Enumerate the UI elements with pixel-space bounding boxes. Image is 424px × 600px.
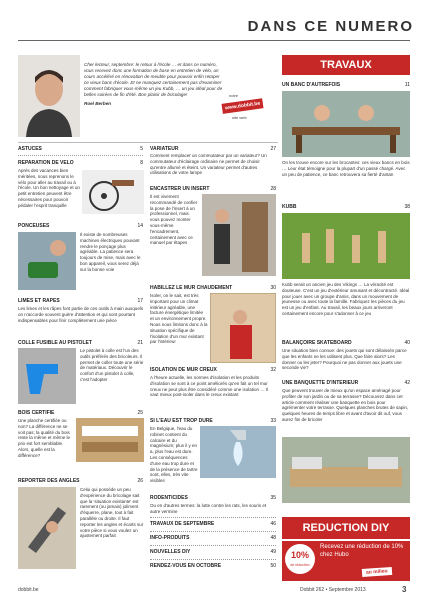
entry-travaux-sept[interactable] bbox=[150, 521, 276, 527]
entry-habillez[interactable] bbox=[150, 285, 276, 291]
entry-text: Ou en d'autres termes: la lutte contre les rats, les souris et autre vermine bbox=[150, 503, 267, 514]
entry-title: HABILLEZ LE MUR CHAUDEMENT bbox=[150, 285, 233, 291]
entry-eau[interactable] bbox=[150, 418, 276, 424]
entry-astuces[interactable] bbox=[18, 146, 143, 152]
kubb-photo bbox=[282, 213, 410, 279]
entry-title: VARIATEUR bbox=[150, 146, 179, 152]
entry-text: Les limes et les râpes font partie de ces outils à main auxquels on n'accorde souvent guère d'attention et qui sont pourtant indispensables pour finir complètement une pièce bbox=[18, 306, 144, 323]
entry-balancoire[interactable] bbox=[282, 340, 410, 346]
entry-page: 26 bbox=[137, 478, 143, 484]
badge-small-bottom: site web bbox=[232, 115, 247, 120]
reduction-sticker: au milieu bbox=[362, 567, 392, 577]
entry-title: BOIS CERTIFIE bbox=[18, 410, 55, 416]
entry-limes[interactable] bbox=[18, 298, 143, 304]
entry-page: 40 bbox=[404, 340, 410, 346]
entry-page: 28 bbox=[270, 186, 276, 192]
entry-text: Le pistolet à colle est l'un des outils préférés des bricoleurs. Il permet de coller toute une série de matériaux. Découvrir le confort d'un pistolet à colle, c'est l'adopter bbox=[80, 348, 144, 382]
reduction-header: REDUCTION DIY bbox=[282, 517, 410, 539]
entry-title: RENDEZ-VOUS EN OCTOBRE bbox=[150, 563, 222, 569]
entry-banquette[interactable] bbox=[282, 380, 410, 386]
entry-page: 8 bbox=[140, 160, 143, 166]
entry-page: 42 bbox=[404, 380, 410, 386]
divider bbox=[150, 545, 276, 546]
entry-title: REPARATION DE VELO bbox=[18, 160, 74, 166]
entry-mur-creux[interactable] bbox=[150, 367, 276, 373]
entry-title: ENCASTRER UN INSERT bbox=[150, 186, 210, 192]
entry-text: Comment remplacer un commutateur par un variateur? Un commutateur d'éclairage ordinaire ne permet de choisir qu'entre allumé et éteint. Un variateur permet d'autres utilisations de votre lampe bbox=[150, 153, 267, 176]
entry-text: Il existe de nombreuses machines électriques pouvant rendre le ponçage plus agréable. La patience sera toujours de mise, mais avec le bon appareil, vous serez déjà sur la bonne voie bbox=[80, 232, 141, 272]
entry-text: Que peuvent trouver de mieux qu'un espace aménagé pour profiter de son jardin ou de sa terrasse? Découvrez dans cet article comment réaliser une banquette en bois pour agrémenter votre terrasse. Quelques planches brutes de sapin, quelques heures de temps libre et avant d'avoir dit ouf, vous aurez fini de bricoler bbox=[282, 388, 409, 422]
editor-portrait bbox=[18, 55, 80, 137]
entry-kubb[interactable] bbox=[282, 204, 410, 210]
entry-page: 17 bbox=[137, 298, 143, 304]
intro-body: Cher lecteur, septembre: le retour à l'école … et dans ce numéro, vous recevez donc une formation de base en entretien de vélo, un cours accéléré en rénovation de meuble pour pouvoir enfin retaper ce vieux banc d'école. Et ne manquez certainement pas d'examiner comment fabriquer vous-même un jeu Kubb, … un jeu idéal pour de belles soirées de fin d'été. Bon plaisir de bricolage! bbox=[84, 62, 223, 98]
intro-text bbox=[84, 62, 224, 107]
entry-page: 14 bbox=[137, 223, 143, 229]
entry-title: REPORTER DES ANGLES bbox=[18, 478, 80, 484]
page-number: 3 bbox=[402, 585, 407, 594]
entry-title: ISOLATION DE MUR CREUX bbox=[150, 367, 217, 373]
entry-page: 33 bbox=[270, 418, 276, 424]
entry-page: 48 bbox=[270, 535, 276, 541]
entry-page: 25 bbox=[137, 410, 143, 416]
entry-title: KUBB bbox=[282, 204, 297, 210]
entry-title: UNE BANQUETTE D'INTERIEUR bbox=[282, 380, 359, 386]
reduction-panel[interactable] bbox=[282, 541, 410, 581]
web-badge-url: www.dobbit.be bbox=[222, 98, 264, 114]
entry-page: 35 bbox=[270, 495, 276, 501]
entry-title: UN BANC D'AUTREFOIS bbox=[282, 82, 341, 88]
reduction-text: Recevez une réduction de 10% chez Hubo bbox=[320, 544, 404, 558]
entry-page: 30 bbox=[270, 285, 276, 291]
header-divider bbox=[18, 40, 410, 41]
entry-text: Il est vivement recommandé de confier la pose de l'insert à un professionnel, mais vous pouvez monter vous-même l'encadrement, certainement avec ce manuel par étapes bbox=[150, 194, 198, 246]
entry-rodenticides[interactable] bbox=[150, 495, 276, 501]
intro-divider bbox=[18, 142, 278, 143]
entry-rendez-vous[interactable] bbox=[150, 563, 276, 569]
entry-ponceuses[interactable] bbox=[18, 223, 143, 229]
entry-text: Une situation bien connue: des jouets qui sont délaissés parce que les enfants ne les utilisent plus. Que faire alors? Les donner ou les jeter? Pourquoi ne pas donner aux jouets une seconde vie? bbox=[282, 348, 407, 371]
glue-gun-photo bbox=[18, 348, 76, 404]
entry-variateur[interactable] bbox=[150, 146, 276, 152]
entry-text: Celui qui possède un peu d'expérience du bricolage sait que la 'situation existante' est rarement (ou jamais) joliment d'équerre, plane, tout à fait parallèle ou droite. Il faut reporter les angles et écarts sur votre pièce si vous voulez un ajustement parfait bbox=[80, 487, 144, 539]
entry-title: NOUVELLES DIY bbox=[150, 549, 191, 555]
intro-signature: Roel Berben bbox=[84, 100, 112, 106]
entry-colle[interactable] bbox=[18, 340, 143, 346]
entry-page: 38 bbox=[404, 204, 410, 210]
insert-photo bbox=[202, 194, 276, 276]
entry-angles[interactable] bbox=[18, 478, 143, 484]
entry-page: 46 bbox=[270, 521, 276, 527]
wood-photo bbox=[76, 418, 144, 462]
entry-page: 49 bbox=[270, 549, 276, 555]
entry-text: Une planche certifiée ou non? La différence ne se voit pas; la qualité du bois reste la même et même le prix est fort semblable. Alors, quelle est la différence? bbox=[18, 418, 71, 458]
banquette-photo bbox=[282, 437, 410, 503]
divider bbox=[150, 559, 276, 560]
sander-photo bbox=[18, 232, 76, 290]
entry-page: 50 bbox=[270, 563, 276, 569]
wall-photo bbox=[210, 293, 276, 363]
entry-text: Isoler, on le sait, est très important pour un climat intérieur agréable, une facture énergétique limitée et un environnement propre. Nous nous limitons donc à la situation spécifique de l'isolation d'un mur existant par l'intérieur bbox=[150, 293, 208, 345]
entry-title: PONCEUSES bbox=[18, 223, 50, 229]
entry-page: 32 bbox=[270, 367, 276, 373]
entry-title: TRAVAUX DE SEPTEMBRE bbox=[150, 521, 215, 527]
entry-title: LIMES ET RAPES bbox=[18, 298, 60, 304]
entry-text: On les trouve encore sur les brocantes: ces vieux bancs en bois … Leur état témoigne pour la plupart d'un passé chargé. Avec un peu de patience, ce banc retrouvera sa fierté d'antan bbox=[282, 160, 410, 177]
entry-text: A l'heure actuelle, les normes d'isolation et les produits d'isolation se sont à ce point améliorés qu'en fait un tel mur creux ne peut plus être considéré comme une isolation … Il vaut mieux post-isoler dans le creux existant bbox=[150, 375, 269, 398]
water-photo bbox=[200, 426, 276, 478]
entry-bois[interactable] bbox=[18, 410, 143, 416]
reduction-badge-value: 10% bbox=[290, 550, 309, 560]
badge-small-top: notre bbox=[229, 93, 239, 98]
entry-page: 27 bbox=[270, 146, 276, 152]
entry-title: RODENTICIDES bbox=[150, 495, 188, 501]
entry-text: Kubb serait un ancien jeu des Vikings … La véracité est douteuse. C'est un jeu d'extérieur amusant et décontracté. Idéal pour jouer avec un groupe d'amis, dans un mouvement de jeunesse ou avec toute la famille. Fabriquez les pièces du jeu est un jeu d'enfant. Au travail, les beaux jours arriveront certainement encore pour s'adonner à ce jeu bbox=[282, 282, 410, 316]
travaux-header: TRAVAUX bbox=[282, 55, 410, 75]
entry-page: 21 bbox=[137, 340, 143, 346]
angles-photo bbox=[18, 487, 76, 569]
divider bbox=[18, 155, 143, 156]
entry-insert[interactable] bbox=[150, 186, 276, 192]
entry-banc[interactable] bbox=[282, 82, 410, 88]
entry-title: ASTUCES bbox=[18, 146, 42, 152]
bench-photo bbox=[282, 91, 410, 157]
entry-title: SI L'EAU EST TROP DURE bbox=[150, 418, 213, 424]
bike-photo bbox=[82, 170, 144, 214]
entry-nouvelles-diy[interactable] bbox=[150, 549, 276, 555]
entry-title: BALANÇOIRE SKATEBOARD bbox=[282, 340, 352, 346]
footer-issue: Dobbit 262 • Septembre 2013 bbox=[300, 587, 366, 593]
entry-title: COLLE FUSIBLE AU PISTOLET bbox=[18, 340, 92, 346]
footer-site[interactable]: dobbit.be bbox=[18, 587, 39, 593]
entry-page: 5 bbox=[140, 146, 143, 152]
entry-title: INFO-PRODUITS bbox=[150, 535, 190, 541]
divider bbox=[150, 517, 276, 518]
entry-page: 11 bbox=[404, 82, 410, 88]
entry-text: Après des vacances bien méritées, nous reprenons le vélo pour aller au travail ou à l'école. Un bon nettoyage et un petit entretien peuvent être nécessaires pour pouvoir pédaler l'esprit tranquille bbox=[18, 168, 80, 208]
entry-reparation-velo[interactable] bbox=[18, 160, 143, 166]
entry-text: En Belgique, l'eau du robinet contient du calcaire et du magnésium; plus il y en a, plus l'eau est dure. Les conséquences d'une eau trop dure et de la présence de tartre sont, elles, très vite visibles bbox=[150, 426, 198, 484]
page-title: DANS CE NUMERO bbox=[247, 18, 414, 35]
web-badge[interactable] bbox=[222, 93, 270, 129]
reduction-badge bbox=[285, 544, 315, 574]
entry-info-produits[interactable] bbox=[150, 535, 276, 541]
reduction-badge-sub: de réduction bbox=[290, 563, 310, 567]
divider bbox=[150, 531, 276, 532]
